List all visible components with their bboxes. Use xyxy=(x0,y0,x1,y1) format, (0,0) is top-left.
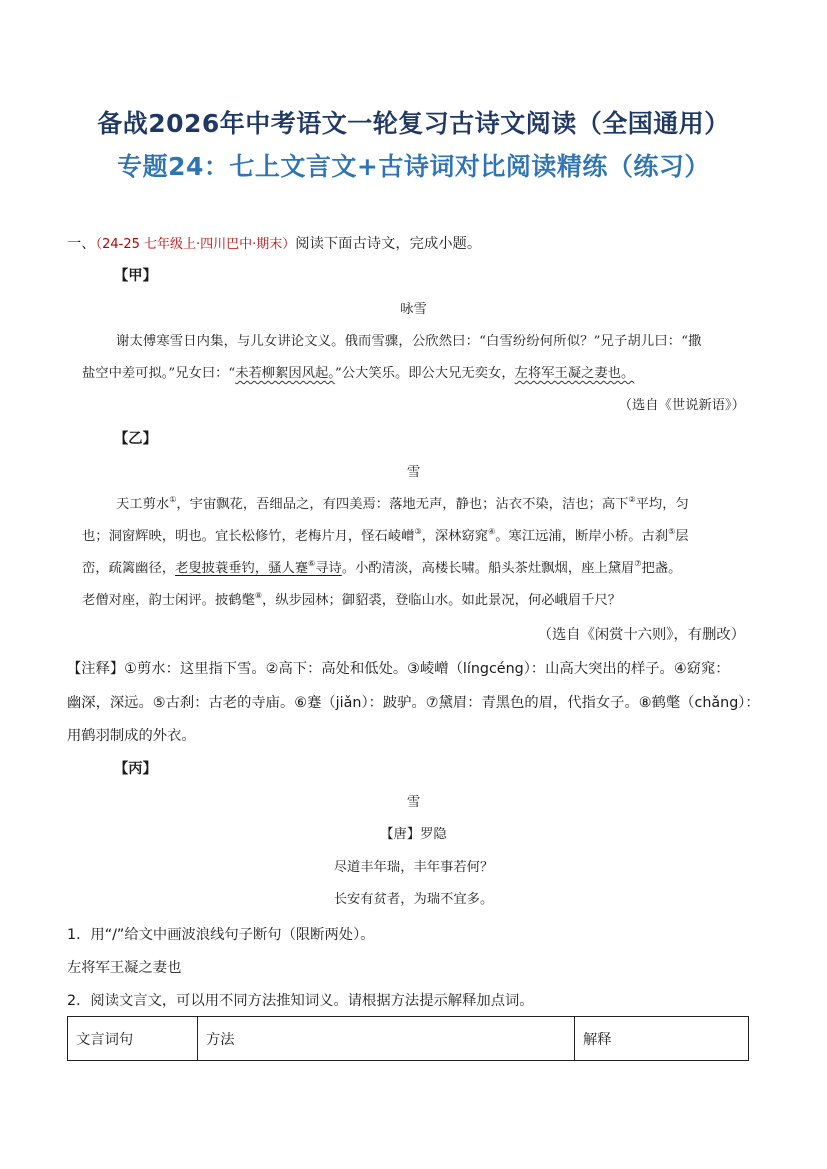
question-source: （24-25 七年级上·四川巴中·期末） xyxy=(95,237,296,252)
question-1: 1．用“/”给文中画波浪线句子断句（限断两处）。 xyxy=(67,927,375,943)
poem-verse-1: 尽道丰年瑞，丰年事若何？ xyxy=(333,860,494,875)
table-header-row xyxy=(68,1017,749,1061)
yi-text-line2: 也；洞窗辉映，明也。宜长松修竹，老梅片月，怪石崚嶒③，深林窈窕④。寒江远浦，断岸小桥。古刹⑤层 xyxy=(82,527,689,544)
jia-text-line2: 盐空中差可拟。”兄女曰：“未若柳絮因风起。”公大笑乐。即公大兄无奕女，左将军王凝之妻也。 xyxy=(82,366,635,381)
poem-title-yi: 雪 xyxy=(406,465,421,480)
yi-text-line4: 老僧对座，韵士闲评。披鹤氅⑧，纵步园林；御貂裘，登临山水。如此景况，何必峨眉千尺？ xyxy=(82,591,622,608)
question-1-sentence: 左将军王凝之妻也 xyxy=(67,960,182,976)
notes-line3: 用鹤羽制成的外衣。 xyxy=(67,728,196,744)
notes-line2: 幽深，深远。⑤古刹：古老的寺庙。⑥蹇（jiǎn）：跛驴。⑦黛眉：青黑色的眉，代指女子。⑧鹤氅（chǎng）： xyxy=(67,695,760,711)
table-header-cell: 方法 xyxy=(198,1017,575,1061)
question-instruction: 阅读下面古诗文，完成小题。 xyxy=(295,236,482,252)
question-intro xyxy=(67,233,481,253)
question-2: 2．阅读文言文，可以用不同方法推知词义。请根据方法提示解释加点词。 xyxy=(67,993,534,1009)
poem-verse-2: 长安有贫者，为瑞不宜多。 xyxy=(333,892,494,907)
yi-source: （选自《闲赏十六则》，有删改） xyxy=(537,627,745,643)
question-number: 一、 xyxy=(67,236,96,252)
jia-source: （选自《世说新语》） xyxy=(618,398,745,413)
section-label-yi: 【乙】 xyxy=(114,431,157,447)
page-title-line1: 备战2026年中考语文一轮复习古诗文阅读（全国通用） xyxy=(97,109,730,138)
poem-author-bing: 【唐】罗隐 xyxy=(380,827,447,842)
answer-table xyxy=(67,1016,749,1061)
table-header-cell: 文言词句 xyxy=(68,1017,198,1061)
table-header-cell: 解释 xyxy=(575,1017,749,1061)
notes-line1: 【注释】①剪水：这里指下雪。②高下：高处和低处。③崚嶒（língcéng）：山高大突出的样子。④窈窕： xyxy=(67,661,730,677)
jia-text-line1: 谢太傅寒雪日内集，与儿女讲论文义。俄而雪骤，公欣然曰：“白雪纷纷何所似？”兄子胡儿曰：“撒 xyxy=(116,334,702,349)
underlined-sentence: 老叟披蓑垂钓，骚人蹇⑥寻诗 xyxy=(175,559,342,576)
poem-title-bing: 雪 xyxy=(406,795,421,810)
section-label-bing: 【丙】 xyxy=(114,761,157,777)
poem-title-jia: 咏雪 xyxy=(400,302,427,317)
page-title-line2: 专题24：七上文言文+古诗词对比阅读精练（练习） xyxy=(117,152,710,181)
yi-text-line1: 天工剪水①，宇宙飘花，吾细品之，有四美焉：落地无声，静也；沾衣不染，洁也；高下②平均，匀 xyxy=(116,495,689,512)
wavy-sentence-2: 左将军王凝之妻也。 xyxy=(514,366,635,381)
wavy-sentence-1: 未若柳絮因风起。 xyxy=(235,366,335,381)
section-label-jia: 【甲】 xyxy=(114,268,157,284)
yi-text-line3: 峦，疏篱幽径，老叟披蓑垂钓，骚人蹇⑥寻诗。小酌清淡，高楼长啸。船头茶灶飘烟，座上黛眉⑦把盏。 xyxy=(82,559,682,576)
